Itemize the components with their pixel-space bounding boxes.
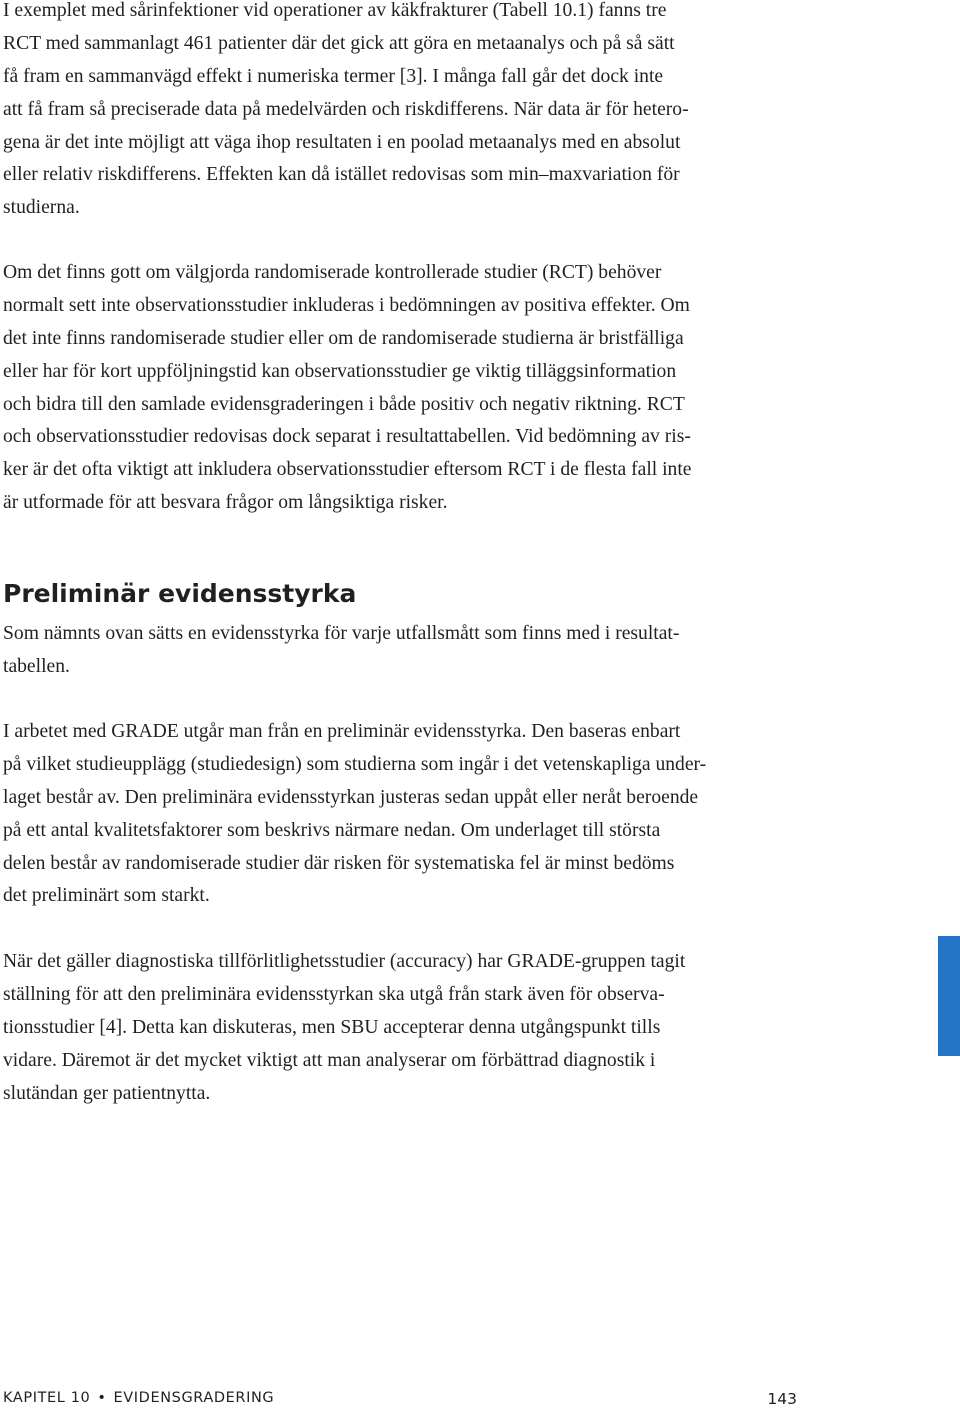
text-line: och observationsstudier redovisas dock separat i resultattabellen. Vid bedömning av ris- <box>3 426 691 448</box>
text-line: Som nämnts ovan sätts en evidensstyrka för varje utfallsmått som finns med i resultat- <box>3 623 680 644</box>
text-line: att få fram så preciserade data på medelvärden och riskdifferens. När data är för hetero- <box>3 98 689 120</box>
text-line: är utformade för att besvara frågor om långsiktiga risker. <box>3 492 448 514</box>
text-line: I arbetet med GRADE utgår man från en preliminär evidensstyrka. Den baseras enbart <box>3 721 681 742</box>
text-line: eller relativ riskdifferens. Effekten kan då istället redovisas som min–maxvariation för <box>3 164 680 186</box>
section-heading: Preliminär evidensstyrka <box>3 579 357 608</box>
text-line: studierna. <box>3 197 80 219</box>
text-line: det inte finns randomiserade studier eller om de randomiserade studierna är bristfälliga <box>3 327 684 349</box>
running-footer <box>3 1390 274 1406</box>
text-line: RCT med sammanlagt 461 patienter där det gick att göra en metaanalys och på så sätt <box>3 32 675 54</box>
chapter-side-tab <box>938 936 960 1056</box>
text-line: ker är det ofta viktigt att inkludera observationsstudier eftersom RCT i de flesta fall inte <box>3 459 692 481</box>
text-line: slutändan ger patientnytta. <box>3 1082 211 1104</box>
text-line: tionsstudier [4]. Detta kan diskuteras, men SBU accepterar denna utgångspunkt tills <box>3 1016 661 1038</box>
text-line: delen består av randomiserade studier där risken för systematiska fel är minst bedöms <box>3 852 675 874</box>
text-line: det preliminärt som starkt. <box>3 885 210 907</box>
footer-bullet: • <box>97 1390 107 1406</box>
text-line: När det gäller diagnostiska tillförlitlighetsstudier (accuracy) har GRADE-gruppen tagit <box>3 951 686 972</box>
paragraph-5 <box>3 946 685 1110</box>
text-line: på vilket studieupplägg (studiedesign) som studierna som ingår i det vetenskapliga under- <box>3 753 707 775</box>
paragraph-3 <box>3 618 679 684</box>
text-line: gena är det inte möjligt att väga ihop resultaten i en poolad metaanalys med en absolut <box>3 131 681 153</box>
chapter-label: KAPITEL 10 <box>3 1390 91 1406</box>
paragraph-4 <box>3 716 706 913</box>
text-line: ställning för att den preliminära evidensstyrkan ska utgå från stark även för observa- <box>3 983 665 1005</box>
paragraph-1 <box>3 0 689 225</box>
text-line: Om det finns gott om välgjorda randomiserade kontrollerade studier (RCT) behöver <box>3 262 662 283</box>
text-line: laget består av. Den preliminära evidensstyrkan justeras sedan uppåt eller neråt beroende <box>3 786 699 808</box>
paragraph-2 <box>3 257 692 520</box>
text-line: vidare. Däremot är det mycket viktigt att man analyserar om förbättrad diagnostik i <box>3 1049 656 1071</box>
section-label: EVIDENSGRADERING <box>113 1390 275 1406</box>
text-line: på ett antal kvalitetsfaktorer som beskrivs närmare nedan. Om underlaget till största <box>3 819 661 841</box>
text-line: tabellen. <box>3 655 70 677</box>
text-line: I exemplet med sårinfektioner vid operationer av käkfrakturer (Tabell 10.1) fanns tre <box>3 0 667 21</box>
page-number: 143 <box>767 1390 797 1408</box>
text-line: normalt sett inte observationsstudier inkluderas i bedömningen av positiva effekter. Om <box>3 294 690 316</box>
page-footer <box>3 1388 797 1412</box>
text-line: eller har för kort uppföljningstid kan observationsstudier ge viktig tilläggsinformation <box>3 360 677 382</box>
text-line: och bidra till den samlade evidensgraderingen i både positiv och negativ riktning. RCT <box>3 393 685 415</box>
text-line: få fram en sammanvägd effekt i numeriska termer [3]. I många fall går det dock inte <box>3 65 664 87</box>
